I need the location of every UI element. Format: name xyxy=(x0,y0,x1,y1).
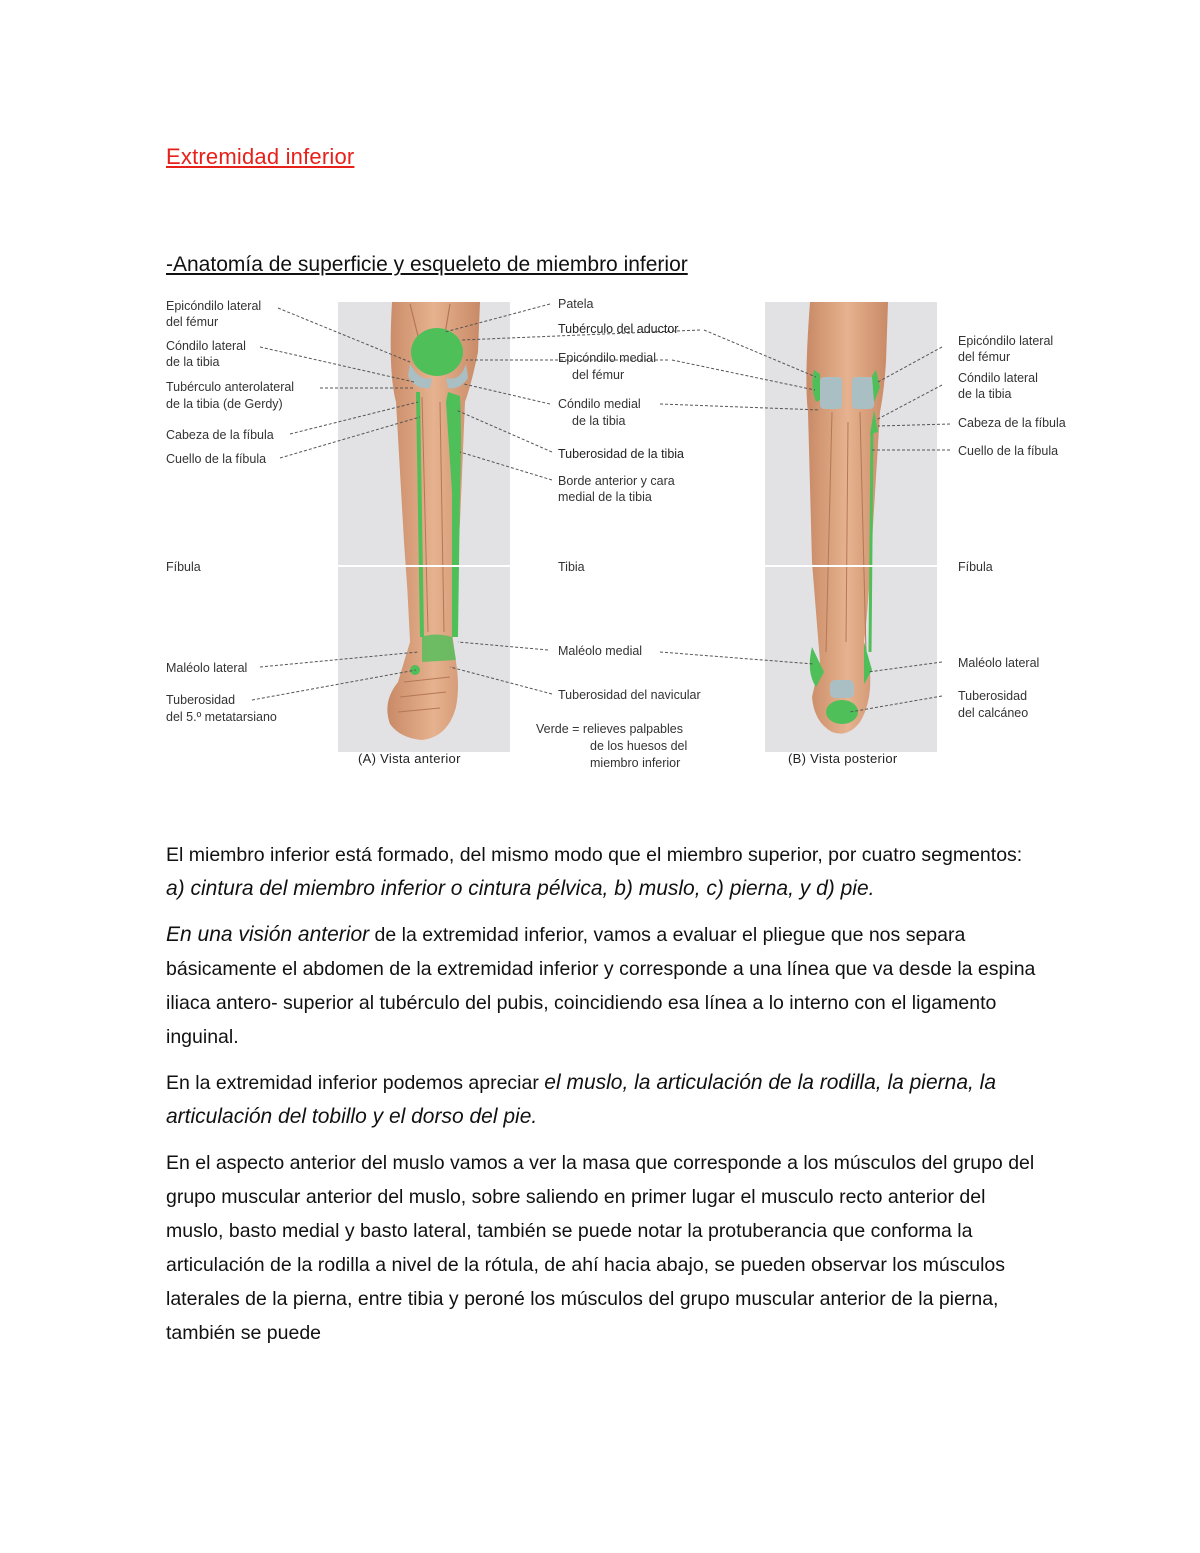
label-epicondilo-medial-2: del fémur xyxy=(572,368,625,382)
label-tuberosidad-calcaneo: Tuberosidad xyxy=(958,689,1028,703)
label-post-cabeza-fibula: Cabeza de la fíbula xyxy=(958,416,1066,430)
label-cuello-fibula: Cuello de la fíbula xyxy=(166,452,267,466)
paragraph-2 xyxy=(166,918,1046,1054)
caption-posterior: (B) Vista posterior xyxy=(788,751,898,766)
label-condilo-medial: Cóndilo medial xyxy=(558,397,641,411)
label-maleolo-lateral: Maléolo lateral xyxy=(166,661,248,675)
label-tuberosidad-metatarsiano: Tuberosidad xyxy=(166,693,236,707)
label-tuberculo-aductor: Tubérculo del aductor xyxy=(558,322,679,336)
label-post-epicondilo-lateral-2: del fémur xyxy=(958,350,1011,364)
label-post-condilo-lateral-2: de la tibia xyxy=(958,387,1012,401)
p2-text: de la extremidad inferior, vamos a evaluar el pliegue que nos separa básicamente el abdomen de la extremidad inferior y corresponde a una línea que va desde la espina iliaca antero- superior al tubérculo del pubis, coincidiendo esa línea a lo interno con el ligamento inguinal. xyxy=(166,924,1036,1048)
calcaneus xyxy=(826,700,858,724)
label-cabeza-fibula: Cabeza de la fíbula xyxy=(166,428,274,442)
label-condilo-lateral: Cóndilo lateral xyxy=(166,339,246,353)
label-post-maleolo-lateral: Maléolo lateral xyxy=(958,656,1040,670)
anatomy-figure xyxy=(160,292,1090,778)
legend-verde: Verde = relieves palpables xyxy=(536,722,683,736)
label-post-epicondilo-lateral: Epicóndilo lateral xyxy=(958,334,1054,348)
label-tuberosidad-navicular: Tuberosidad del navicular xyxy=(558,688,701,702)
caption-anterior: (A) Vista anterior xyxy=(358,751,461,766)
label-maleolo-medial: Maléolo medial xyxy=(558,644,643,658)
label-patela: Patela xyxy=(558,297,594,311)
label-borde-anterior: Borde anterior y cara xyxy=(558,474,675,488)
label-fibula-left: Fíbula xyxy=(166,560,201,574)
paragraph-3 xyxy=(166,1066,1046,1134)
p3-italic: el muslo, la articulación de la rodilla, la pierna, la articulación del tobillo y el dorso del pie. xyxy=(166,1071,997,1128)
paragraph-1 xyxy=(166,838,1046,906)
label-tuberculo-gerdy-2: de la tibia (de Gerdy) xyxy=(166,397,283,411)
p3-text: En la extremidad inferior podemos apreciar xyxy=(166,1072,545,1094)
p1-text: El miembro inferior está formado, del mismo modo que el miembro superior, por cuatro segmentos: xyxy=(166,844,1023,866)
legend-verde-2: de los huesos del xyxy=(590,739,688,753)
paragraph-4: En el aspecto anterior del muslo vamos a ver la masa que corresponde a los músculos del grupo del grupo muscular anterior del muslo, sobre saliendo en primer lugar el musculo recto anterior del muslo, basto medial y basto lateral, también se puede notar la protuberancia que conforma la articulación de la rodilla a nivel de la rótula, de ahí hacia abajo, se pueden observar los músculos laterales de la pierna, entre tibia y peroné los músculos del grupo muscular anterior de la pierna, también se puede xyxy=(166,1152,1035,1344)
label-condilo-lateral-2: de la tibia xyxy=(166,355,220,369)
label-post-condilo-lateral: Cóndilo lateral xyxy=(958,371,1038,385)
patella xyxy=(411,328,463,376)
label-post-cuello-fibula: Cuello de la fíbula xyxy=(958,444,1059,458)
label-epicondilo-medial: Epicóndilo medial xyxy=(558,351,656,365)
label-tuberosidad-calcaneo-2: del calcáneo xyxy=(958,706,1029,720)
label-fibula-right: Fíbula xyxy=(958,560,993,574)
label-epicondilo-lateral-2: del fémur xyxy=(166,315,219,329)
page-title: Extremidad inferior xyxy=(166,144,355,169)
label-tuberculo-gerdy: Tubérculo anterolateral xyxy=(166,380,295,394)
label-tibia: Tibia xyxy=(558,560,585,574)
section-subtitle: -Anatomía de superficie y esqueleto de miembro inferior xyxy=(166,253,688,276)
body-text xyxy=(166,838,1046,1362)
label-tuberosidad-tibia: Tuberosidad de la tibia xyxy=(558,447,685,461)
label-epicondilo-lateral: Epicóndilo lateral xyxy=(166,299,262,313)
p1-italic: a) cintura del miembro inferior o cintura pélvica, b) muslo, c) pierna, y d) pie. xyxy=(166,877,875,900)
legend-verde-3: miembro inferior xyxy=(590,756,681,770)
label-tuberosidad-metatarsiano-2: del 5.º metatarsiano xyxy=(166,710,277,724)
p2-italic: En una visión anterior xyxy=(166,923,370,946)
label-borde-anterior-2: medial de la tibia xyxy=(558,490,652,504)
label-condilo-medial-2: de la tibia xyxy=(572,414,626,428)
